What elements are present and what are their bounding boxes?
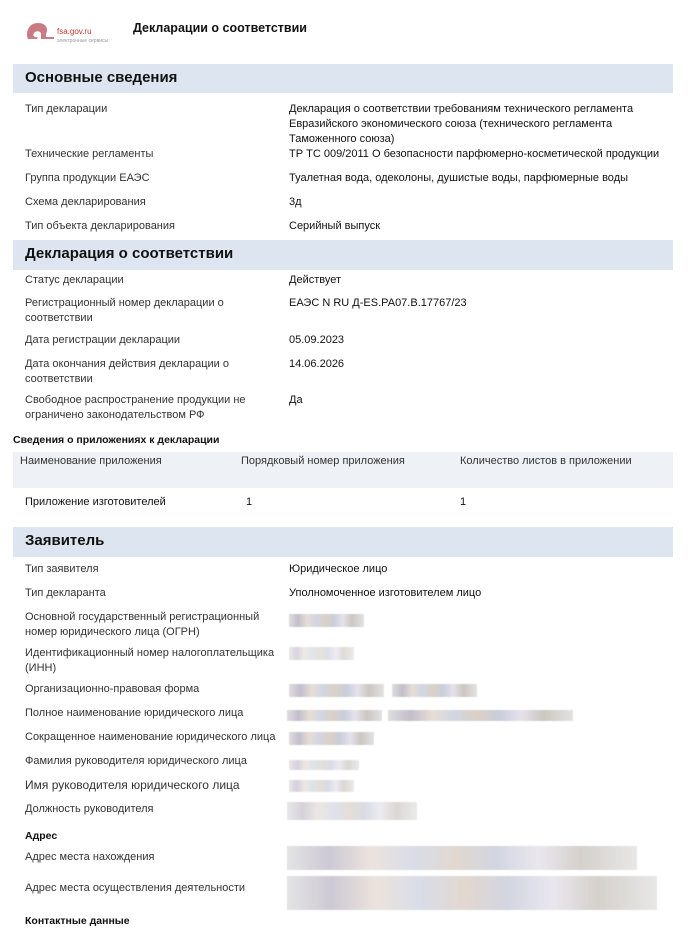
field-label: Основной государственный регистрационный номер юридического лица (ОГРН) xyxy=(25,611,260,638)
table-cell: 1 xyxy=(460,496,467,508)
field-label: Регистрационный номер декларации о соответствии xyxy=(25,297,224,324)
field-label: Идентификационный номер налогоплательщика (ИНН) xyxy=(25,647,275,674)
column-header: Количество листов в приложении xyxy=(460,455,632,467)
field-label: Статус декларации xyxy=(25,274,124,286)
field-value: Юридическое лицо xyxy=(289,563,388,575)
field-value: ТР ТС 009/2011 О безопасности парфюмерно-косметической продукции xyxy=(289,148,660,160)
attachments-title: Сведения о приложениях к декларации xyxy=(13,434,220,446)
field-label: Свободное распространение продукции не ограничено законодательством РФ xyxy=(25,394,246,421)
section-declaration xyxy=(13,240,673,270)
redacted-value xyxy=(289,732,374,745)
redacted-value xyxy=(388,710,573,721)
field-label: Имя руководителя юридического лица xyxy=(25,778,240,792)
redacted-value xyxy=(287,846,637,870)
field-label: Полное наименование юридического лица xyxy=(25,707,244,719)
field-value: Туалетная вода, одеколоны, душистые воды, парфюмерные воды xyxy=(289,172,629,184)
field-value: Декларация о соответствии требованиям технического регламента Евразийского экономического союза (технического регламента Таможенного союза) xyxy=(289,103,634,145)
redacted-value xyxy=(392,684,477,697)
field-label: Фамилия руководителя юридического лица xyxy=(25,755,247,767)
field-label: Тип декларанта xyxy=(25,587,106,599)
field-value: Действует xyxy=(289,274,342,286)
logo-domain[interactable]: fsa.gov.ru xyxy=(57,27,92,36)
redacted-value xyxy=(289,780,354,792)
field-label: Адрес места нахождения xyxy=(25,851,155,863)
field-value: 14.06.2026 xyxy=(289,358,345,370)
table-cell: Приложение изготовителей xyxy=(25,496,166,508)
column-header: Порядковый номер приложения xyxy=(241,455,405,467)
logo-subtitle: электронные сервисы xyxy=(57,38,109,44)
section-title: Декларация о соответствии xyxy=(25,245,234,262)
field-label: Технические регламенты xyxy=(25,148,154,160)
field-value: 3д xyxy=(289,196,302,208)
redacted-value xyxy=(287,876,657,910)
field-value: ЕАЭС N RU Д-ES.РА07.В.17767/23 xyxy=(289,297,467,309)
redacted-value xyxy=(287,710,382,721)
field-label: Дата окончания действия декларации о соответствии xyxy=(25,358,229,385)
field-value: Серийный выпуск xyxy=(289,220,381,232)
field-label: Тип объекта декларирования xyxy=(25,220,175,232)
fsa-logo-icon xyxy=(24,20,54,42)
field-value: Да xyxy=(289,394,303,406)
field-label: Тип заявителя xyxy=(25,563,99,575)
redacted-value xyxy=(289,647,354,660)
section-basic xyxy=(13,64,673,93)
section-applicant xyxy=(13,527,673,557)
redacted-value xyxy=(289,684,384,697)
field-label: Дата регистрации декларации xyxy=(25,334,181,346)
field-value: Уполномоченное изготовителем лицо xyxy=(289,587,482,599)
field-label: Схема декларирования xyxy=(25,196,146,208)
redacted-value xyxy=(289,760,359,770)
field-label: Должность руководителя xyxy=(25,803,154,815)
table-cell: 1 xyxy=(246,496,253,508)
field-label: Сокращенное наименование юридического лица xyxy=(25,731,276,743)
page-title: Декларации о соответствии xyxy=(133,21,307,35)
field-label: Тип декларации xyxy=(25,103,108,115)
field-label: Группа продукции ЕАЭС xyxy=(25,172,150,184)
column-header: Наименование приложения xyxy=(20,455,162,467)
redacted-value xyxy=(287,802,417,820)
redacted-value xyxy=(289,614,364,627)
section-title: Основные сведения xyxy=(25,69,178,86)
field-label: Организационно-правовая форма xyxy=(25,683,200,695)
contacts-title: Контактные данные xyxy=(25,915,130,927)
section-title: Заявитель xyxy=(25,532,105,549)
address-title: Адрес xyxy=(25,830,58,842)
field-label: Адрес места осуществления деятельности xyxy=(25,882,246,894)
field-value: 05.09.2023 xyxy=(289,334,345,346)
